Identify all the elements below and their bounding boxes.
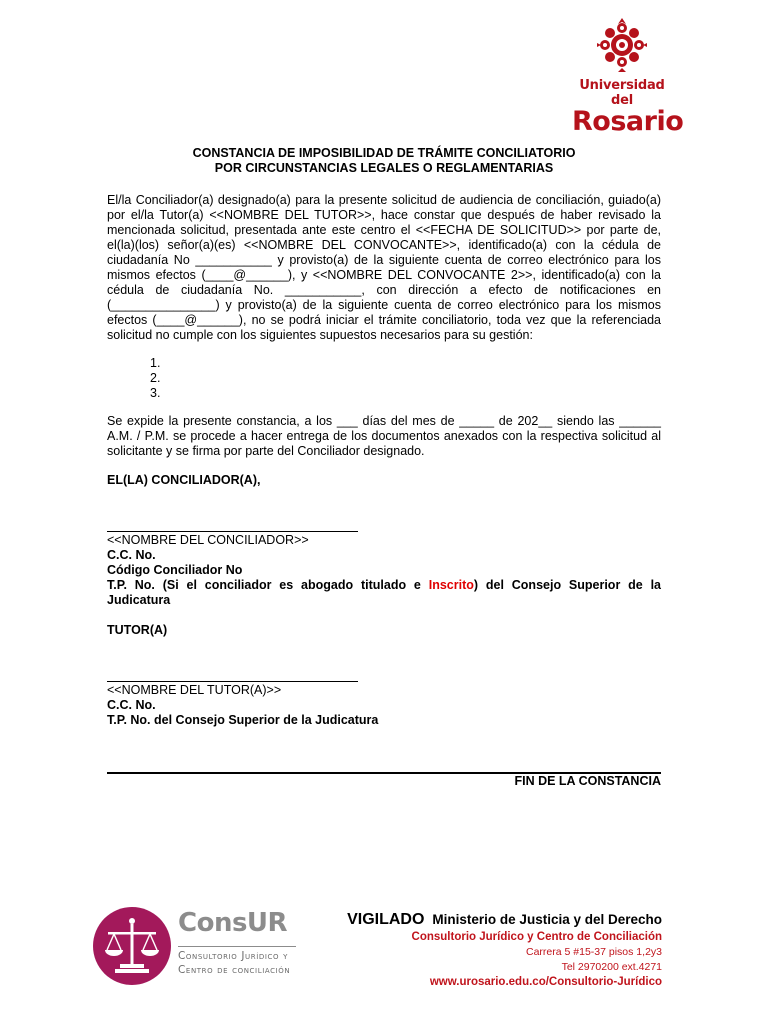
footer-address: Carrera 5 #15-37 pisos 1,2y3	[526, 946, 662, 958]
tp-text-start: T.P. No. (Si el conciliador es abogado titulado e	[107, 578, 429, 592]
consur-divider	[178, 946, 296, 947]
list-item: 3.	[150, 386, 161, 400]
consultorio-name: Consultorio Jurídico y Centro de Conciliación	[411, 931, 662, 943]
title-line-1: CONSTANCIA DE IMPOSIBILIDAD DE TRÁMITE CONCILIATORIO	[192, 146, 576, 160]
tutor-signature-line	[107, 681, 358, 682]
body-paragraph-2: Se expide la presente constancia, a los ___ días del mes de _____ de 202__ siendo las ______ A.M. / P.M. se procede a hacer entrega de los documentos anexados con la respectiva solicitud al solicitante y se firma por parte del Conciliador designado.	[107, 414, 661, 458]
footer-website-link[interactable]: www.urosario.edu.co/Consultorio-Jurídico	[429, 976, 662, 988]
footer-contact-block	[320, 910, 662, 990]
tutor-cc: C.C. No.	[107, 698, 156, 712]
consur-scales-icon	[92, 906, 172, 986]
vigilado-label: VIGILADO	[347, 911, 425, 928]
tutor-tp: T.P. No. del Consejo Superior de la Judicatura	[107, 713, 379, 727]
logo-line-1: Universidad del	[579, 78, 665, 108]
tutor-signature-block	[107, 683, 661, 728]
tutor-heading: TUTOR(A)	[107, 623, 168, 637]
conciliador-cc: C.C. No.	[107, 548, 156, 562]
conciliador-heading: EL(LA) CONCILIADOR(A),	[107, 473, 261, 487]
consur-brand-name: ConsUR	[178, 908, 288, 938]
document-title	[107, 146, 661, 176]
tp-text-end: ) del Consejo Superior de la Judicatura	[107, 578, 661, 607]
consur-subtitle-1: Consultorio Jurídico y	[178, 950, 288, 962]
body-paragraph-1: El/la Conciliador(a) designado(a) para la presente solicitud de audiencia de conciliación, guiado(a) por el/la Tutor(a) <<NOMBRE DEL TUTOR>>, hace constar que después de haber revisado la mencionada solicitud, presentada ante este centro el <<FECHA DE SOLICITUD>> por parte de, el(la)(los) señor(a)(es) <<NOMBRE DEL CONVOCANTE>>, identificado(a) con la cédula de ciudadanía No ___________ y provisto(a) de la siguiente cuenta de correo electrónico para los mismos efectos (____@______), y <<NOMBRE DEL CONVOCANTE 2>>, identificado(a) con la cédula de ciudadanía No. ___________, con dirección a efecto de notificaciones en (_______________) y provisto(a) de la siguiente cuenta de correo electrónico para los mismos efectos (____@______), no se podrá iniciar el trámite conciliatorio, toda vez que la referenciada solicitud no cumple con los siguientes supuestos necesarios para su gestión:	[107, 193, 661, 342]
list-item: 1.	[150, 356, 161, 370]
ministerio-label: Ministerio de Justicia y del Derecho	[432, 912, 662, 927]
conciliador-codigo: Código Conciliador No	[107, 563, 243, 577]
universidad-rosario-logo	[572, 16, 684, 137]
tutor-name: <<NOMBRE DEL TUTOR(A)>>	[107, 683, 282, 697]
conciliador-name: <<NOMBRE DEL CONCILIADOR>>	[107, 533, 309, 547]
list-item: 2.	[150, 371, 161, 385]
requirements-list	[150, 356, 160, 401]
consur-subtitle-2: Centro de conciliación	[178, 964, 291, 976]
conciliador-signature-line	[107, 531, 358, 532]
conciliador-signature-block	[107, 533, 661, 608]
rosario-crest-icon	[593, 16, 651, 74]
conciliador-tp	[107, 578, 661, 608]
end-of-document-label: FIN DE LA CONSTANCIA	[514, 774, 661, 788]
footer-phone: Tel 2970200 ext.4271	[561, 961, 662, 973]
logo-line-2: Rosario	[572, 106, 684, 137]
tp-inscrito-highlight: Inscrito	[428, 578, 474, 592]
title-line-2: POR CIRCUNSTANCIAS LEGALES O REGLAMENTARIAS	[214, 161, 554, 175]
